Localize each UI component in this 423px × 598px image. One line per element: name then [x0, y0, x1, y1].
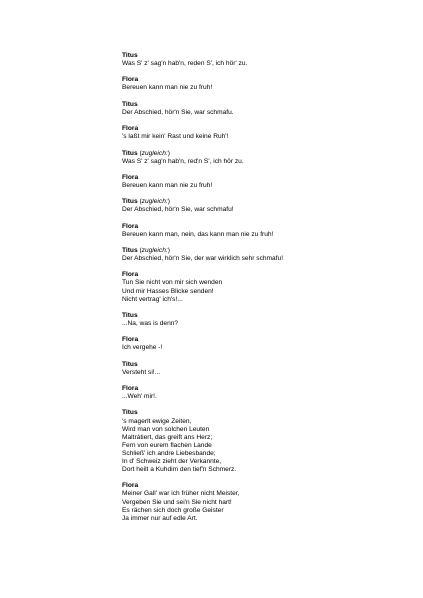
speaker-name: Flora	[122, 173, 139, 181]
dialogue-line: 's magerlt ewige Zeiten,	[122, 417, 192, 425]
speaker-name: Flora	[122, 482, 139, 490]
dialogue-block	[122, 385, 412, 401]
dialogue-block	[122, 150, 412, 166]
dialogue-line: Versteht si!...	[122, 368, 161, 376]
dialogue-line: Ich vergehe -!	[122, 344, 163, 352]
stage-direction: zugleich:	[141, 198, 168, 206]
dialogue-line: ...Na, was is denn?	[122, 320, 179, 328]
speaker-heading: Titus (zugleich:)	[122, 198, 170, 206]
dialogue-line: Der Abschied, hör'n Sie, war schmafu.	[122, 108, 234, 116]
speaker-name: Flora	[122, 385, 139, 393]
dialogue-line: Maltrátiert, das greift ans Herz;	[122, 433, 213, 441]
dialogue-line: Meiner Gall' war ich früher nicht Meister,	[122, 490, 240, 498]
dialogue-line: Nicht vertrag' ich's!...	[122, 295, 183, 303]
stage-direction: zugleich:	[141, 149, 168, 157]
speaker-heading	[122, 361, 412, 369]
speaker-heading	[122, 76, 412, 84]
dialogue-line: Bereuen kann man nie zu fruh!	[122, 84, 213, 92]
speaker-heading	[122, 312, 412, 320]
dialogue-block	[122, 336, 412, 352]
speaker-name: Titus	[122, 198, 138, 206]
dialogue-block	[122, 312, 412, 328]
speaker-name: Titus	[122, 409, 138, 417]
speaker-name: Flora	[122, 222, 139, 230]
speaker-name: Titus	[122, 311, 138, 319]
dialogue-line: Tun Sie nicht von mir sich wenden	[122, 279, 223, 287]
dialogue-line: Was S' z' sag'n hab'n, red'n S', ich hör zu.	[122, 157, 244, 165]
speaker-heading	[122, 385, 412, 393]
dialogue-block	[122, 409, 412, 474]
speaker-name: Titus	[122, 247, 138, 254]
dialogue-block	[122, 174, 412, 190]
dialogue-block	[122, 247, 412, 263]
speaker-name: Flora	[122, 271, 139, 279]
dialogue-block	[122, 482, 412, 522]
dialogue-block	[122, 125, 412, 141]
dialogue-block	[122, 198, 412, 214]
speaker-heading	[122, 271, 412, 279]
dialogue-line: Vergeben Sie und sei'n Sie nicht hart!	[122, 498, 232, 506]
dialogue-line: Schließ' ich andre Liebesbande;	[122, 449, 216, 457]
speaker-name: Flora	[122, 76, 139, 84]
speaker-heading	[122, 174, 412, 182]
speaker-heading	[122, 125, 412, 133]
dialogue-block	[122, 271, 412, 303]
dialogue-line: Der Abschied, hör'n Sie, war schmafu!	[122, 206, 234, 214]
speaker-name: Flora	[122, 336, 139, 344]
speaker-heading	[122, 52, 412, 60]
speaker-name: Titus	[122, 100, 138, 108]
speaker-heading	[122, 409, 412, 417]
speaker-heading: Titus (zugleich:)	[122, 149, 170, 157]
dialogue-block	[122, 52, 412, 68]
dialogue-line: ...Weh' mir!.	[122, 393, 157, 401]
speaker-name: Titus	[122, 52, 138, 59]
speaker-heading	[122, 336, 412, 344]
dialogue-block	[122, 76, 412, 92]
dialogue-line: Wird man von solchen Leuten	[122, 425, 210, 433]
stage-direction: zugleich:	[141, 247, 168, 254]
dialogue-line: Es rächen sich doch große Geister	[122, 506, 224, 514]
dialogue-line: Ja immer nur auf edle Art.	[122, 514, 198, 522]
dialogue-line: Und mir Hasses Blicke senden!	[122, 287, 214, 295]
dialogue-line: Dort heilt a Kuhdim den tief'n Schmerz.	[122, 466, 237, 474]
dialogue-block	[122, 223, 412, 239]
dialogue-block	[122, 361, 412, 377]
speaker-heading	[122, 482, 412, 490]
speaker-name: Titus	[122, 149, 138, 157]
dialogue-line: Bereuen kann man, nein, das kann man nie zu fruh!	[122, 230, 274, 238]
dialogue-line: Fern von eurem flachen Lande	[122, 441, 212, 449]
speaker-heading	[122, 101, 412, 109]
speaker-name: Titus	[122, 360, 138, 368]
dialogue-line: 's laßt mir kein' Rast und keine Ruh'!	[122, 133, 229, 141]
speaker-heading: Titus (zugleich:)	[122, 247, 170, 254]
speaker-name: Flora	[122, 125, 139, 133]
speaker-heading	[122, 223, 412, 231]
dialogue-line: Bereuen kann man nie zu fruh!	[122, 181, 213, 189]
dialogue-line: In d' Schweiz zieht der Verkannte,	[122, 458, 222, 465]
dialogue-block	[122, 101, 412, 117]
dialogue-line: Der Abschied, hör'n Sie, der war wirklich sehr schmafu!	[122, 255, 284, 263]
dialogue-line: Was S' z' sag'n hab'n, reden S', ich hör' zu.	[122, 60, 248, 68]
script-text	[122, 52, 412, 531]
